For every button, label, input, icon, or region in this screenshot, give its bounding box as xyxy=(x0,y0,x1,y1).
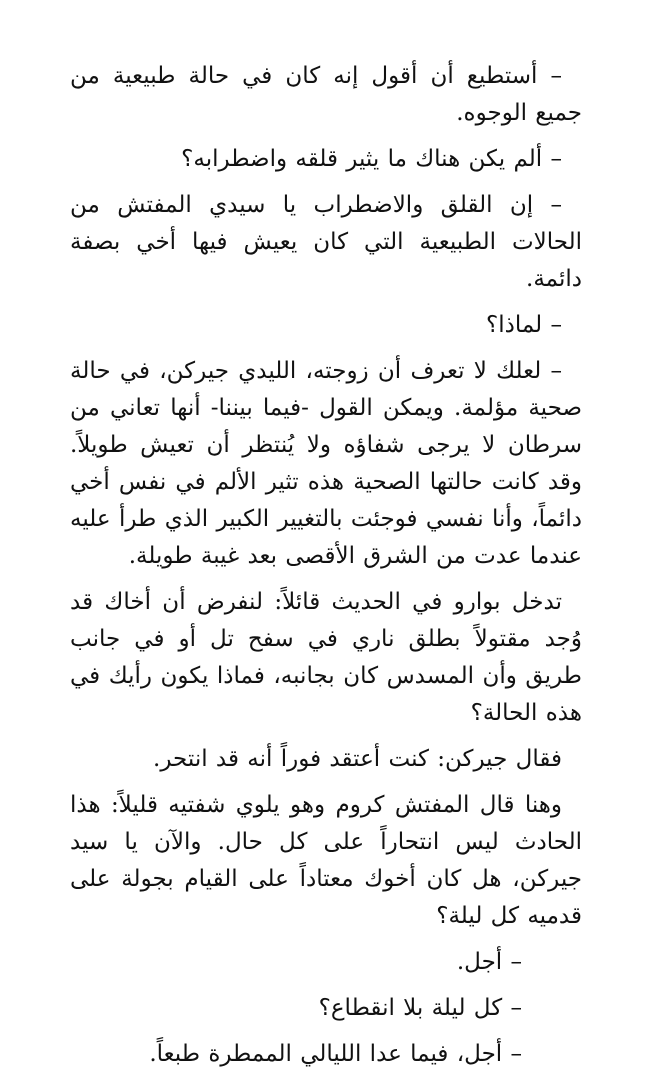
dialogue-paragraph: – ألم يكن هناك ما يثير قلقه واضطرابه؟ xyxy=(181,146,562,172)
dialogue-paragraph: – أستطيع أن أقول إنه كان في حالة طبيعية من جميع الوجوه. xyxy=(70,63,582,126)
dialogue-paragraph: – لماذا؟ xyxy=(486,312,562,338)
dialogue-paragraph: – أجل، فيما عدا الليالي الممطرة طبعاً. xyxy=(149,1041,522,1067)
narrative-paragraph: وهنا قال المفتش كروم وهو يلوي شفتيه قليلاً: هذا الحادث ليس انتحاراً على كل حال. والآن يا سيد جيركن، هل كان أخوك معتاداً على القيام بجولة على قدميه كل ليلة؟ xyxy=(70,792,582,929)
dialogue-paragraph: – كل ليلة بلا انقطاع؟ xyxy=(318,995,522,1021)
dialogue-paragraph: – إن القلق والاضطراب يا سيدي المفتش من الحالات الطبيعية التي كان يعيش فيها أخي بصفة دائمة. xyxy=(70,192,582,292)
narrative-paragraph: تدخل بوارو في الحديث قائلاً: لنفرض أن أخاك قد وُجد مقتولاً بطلق ناري في سفح تل أو في جانب طريق وأن المسدس كان بجانبه، فماذا يكون رأيك في هذه الحالة؟ xyxy=(70,589,582,726)
dialogue-paragraph: – أجل. xyxy=(456,949,522,975)
narrative-paragraph: فقال جيركن: كنت أعتقد فوراً أنه قد انتحر. xyxy=(153,746,562,772)
dialogue-paragraph: – لعلك لا تعرف أن زوجته، الليدي جيركن، في حالة صحية مؤلمة. ويمكن القول -فيما بيننا- أنها تعاني من سرطان لا يرجى شفاؤه ولا يُنتظر أن تعيش طويلاً. وقد كانت حالتها الصحية هذه تثير الألم في نفس أخي دائماً، وأنا نفسي فوجئت بالتغيير الكبير الذي طرأ عليه عندما عدت من الشرق الأقصى بعد غيبة طويلة. xyxy=(70,358,582,569)
